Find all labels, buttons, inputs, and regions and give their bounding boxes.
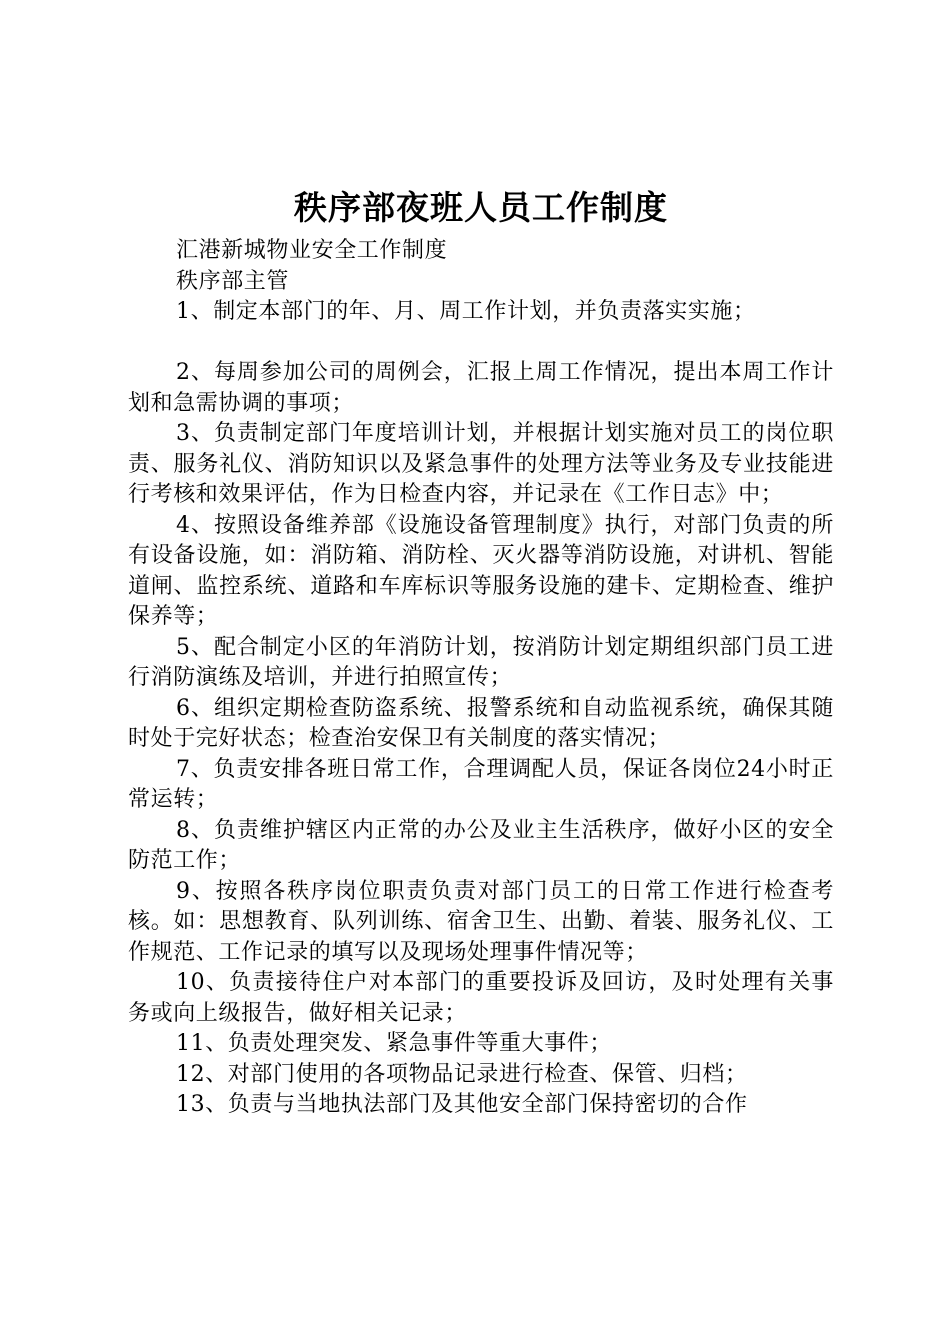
paragraph-org-name: 汇港新城物业安全工作制度: [176, 238, 448, 263]
paragraph-item-5: 5、配合制定小区的年消防计划，按消防计划定期组织部门员工进行消防演练及培训，并进行拍照宣传；: [128, 634, 834, 690]
document-page: [128, 0, 834, 1344]
paragraph-item-4: 4、按照设备维养部《设施设备管理制度》执行，对部门负责的所有设备设施，如：消防箱、消防栓、灭火器等消防设施，对讲机、智能道闸、监控系统、道路和车库标识等服务设施的建卡、定期检查、维护保养等；: [128, 512, 834, 629]
paragraph-item-11: 11、负责处理突发、紧急事件等重大事件；: [176, 1031, 612, 1056]
paragraph-item-13: 13、负责与当地执法部门及其他安全部门保持密切的合作: [176, 1092, 748, 1117]
document-title: 秩序部夜班人员工作制度: [294, 188, 668, 227]
paragraph-role: 秩序部主管: [176, 268, 290, 294]
paragraph-item-12: 12、对部门使用的各项物品记录进行检查、保管、归档；: [176, 1061, 748, 1087]
paragraph-item-10: 10、负责接待住户对本部门的重要投诉及回访，及时处理有关事务或向上级报告，做好相关记录；: [128, 970, 834, 1026]
document-body: [128, 236, 834, 1121]
paragraph-item-2: 2、每周参加公司的周例会，汇报上周工作情况，提出本周工作计划和急需协调的事项；: [128, 360, 834, 416]
paragraph-item-9: 9、按照各秩序岗位职责负责对部门员工的日常工作进行检查考核。如：思想教育、队列训练、宿舍卫生、出勤、着装、服务礼仪、工作规范、工作记录的填写以及现场处理事件情况等；: [128, 878, 834, 965]
paragraph-item-8: 8、负责维护辖区内正常的办公及业主生活秩序，做好小区的安全防范工作；: [128, 817, 834, 873]
paragraph-item-3: 3、负责制定部门年度培训计划，并根据计划实施对员工的岗位职责、服务礼仪、消防知识以及紧急事件的处理方法等业务及专业技能进行考核和效果评估，作为日检查内容，并记录在《工作日志》中；: [128, 421, 834, 507]
paragraph-item-1: 1、制定本部门的年、月、周工作计划，并负责落实实施；: [176, 299, 756, 324]
paragraph-item-6: 6、组织定期检查防盗系统、报警系统和自动监视系统，确保其随时处于完好状态；检查治安保卫有关制度的落实情况；: [128, 695, 834, 751]
paragraph-item-7: 7、负责安排各班日常工作，合理调配人员，保证各岗位24小时正常运转；: [128, 756, 834, 812]
